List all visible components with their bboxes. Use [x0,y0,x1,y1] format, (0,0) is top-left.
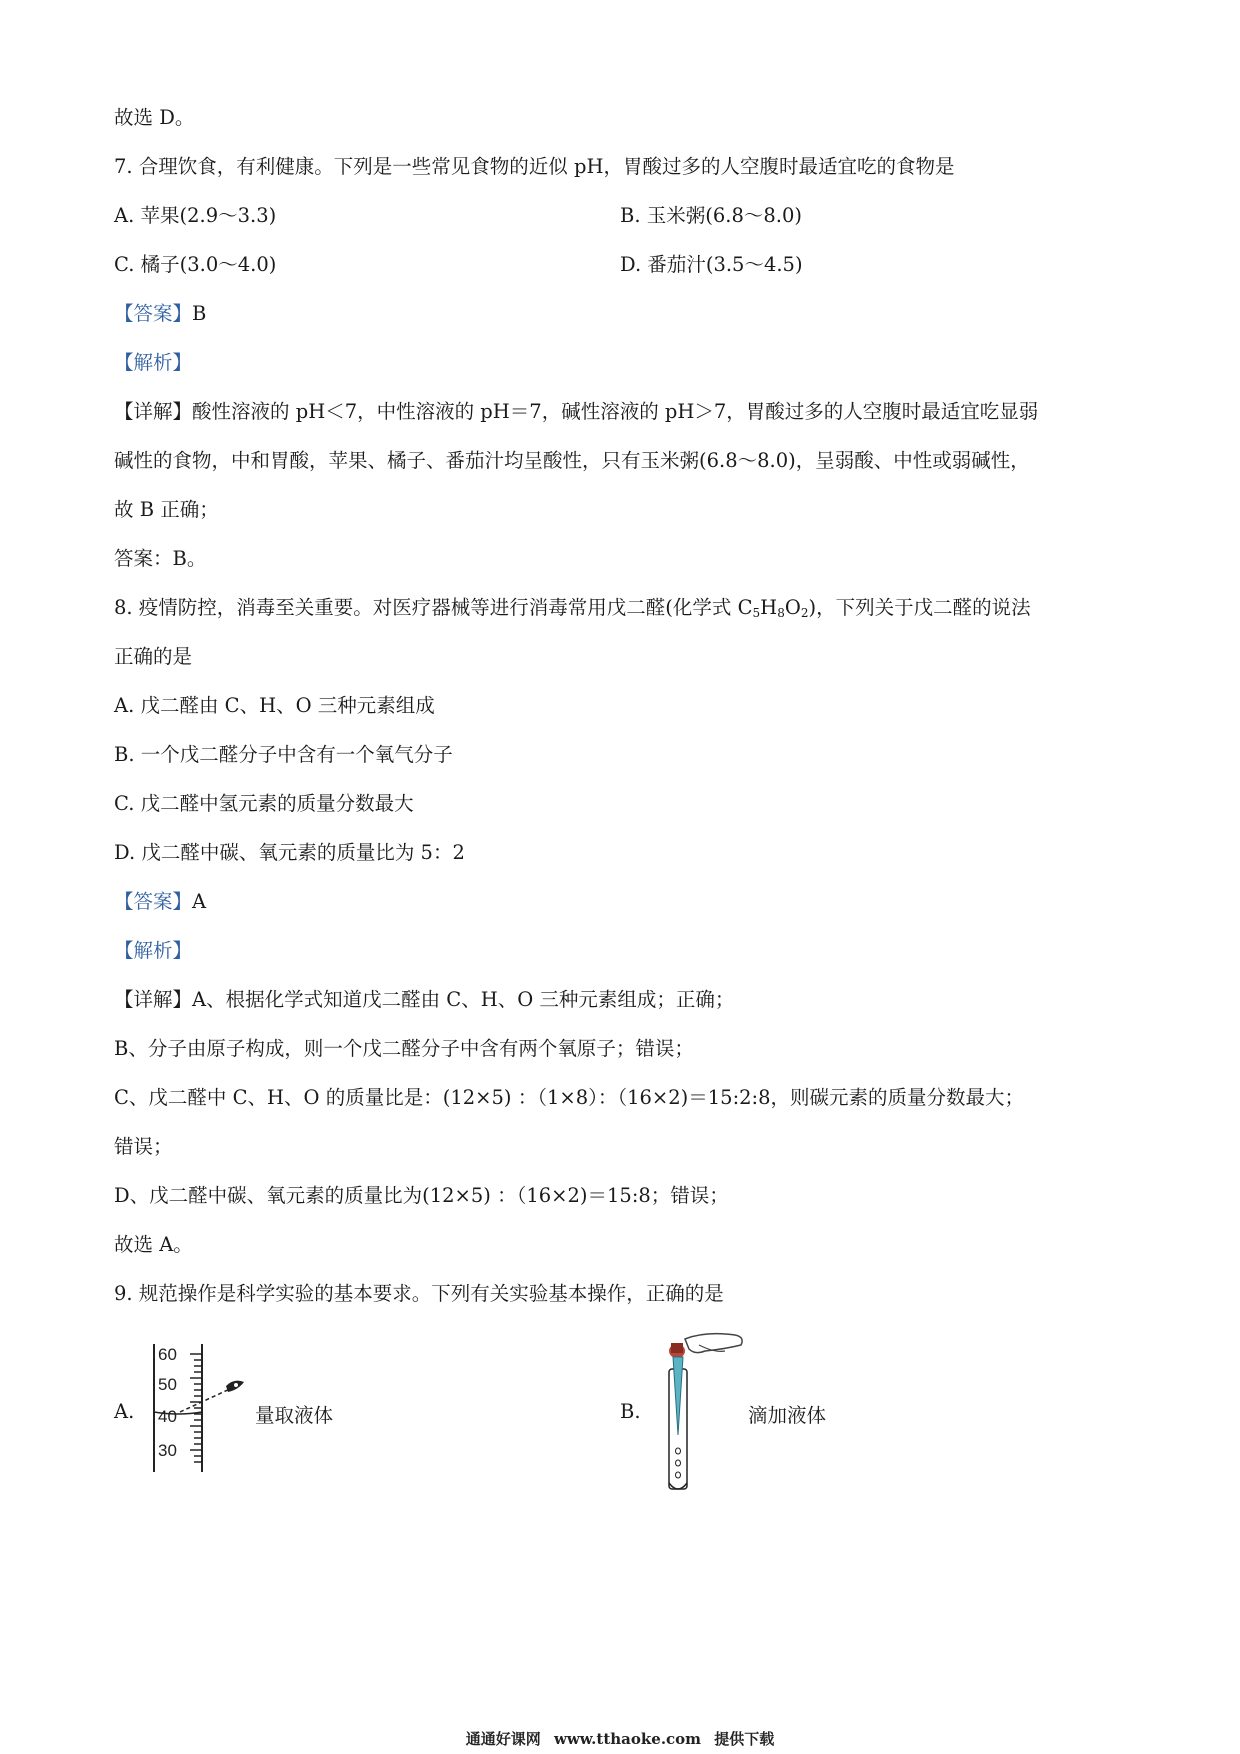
answer-value: B [192,302,207,325]
q7-final-answer: 答案：B。 [114,547,207,570]
q9-stem: 9. 规范操作是科学实验的基本要求。下列有关实验基本操作，正确的是 [114,1282,724,1305]
graduated-cylinder-figure [150,1340,250,1475]
q7-answer [114,300,206,328]
prev-conclusion: 故选 D。 [114,106,195,129]
q9-option-a-caption: 量取液体 [255,1404,334,1427]
q8-option-b: B. 一个戊二醛分子中含有一个氧气分子 [114,743,453,766]
answer-tag: 【答案】 [114,890,193,913]
formula-subscript: 5 [752,606,761,620]
answer-value: A [192,890,207,913]
q8-detail-line-5: D、戊二醛中碳、氧元素的质量比为(12×5) ：（16×2)＝15:8；错误； [114,1184,729,1207]
analysis-tag: 【解析】 [114,351,193,374]
formula-subscript: 8 [777,606,785,620]
q9-option-a-letter: A. [114,1400,135,1423]
formula-subscript: 2 [800,606,809,620]
q7-detail-line-3: 故 B 正确； [114,498,219,521]
q7-detail-line-1 [114,398,1038,426]
q8-stem-line-2: 正确的是 [114,645,193,668]
analysis-tag: 【解析】 [114,939,193,962]
q8-answer [114,888,206,916]
cylinder-tick-40: 40 [158,1407,177,1426]
footer-note: 提供下载 [714,1730,775,1748]
q8-detail-line-1 [114,986,734,1014]
q8-option-c: C. 戊二醛中氢元素的质量分数最大 [114,792,414,815]
q8-detail-line-2: B、分子由原子构成，则一个戊二醛分子中含有两个氧原子；错误； [114,1037,694,1060]
q8-detail-line-3: C、戊二醛中 C、H、O 的质量比是：(12×5) ：（1×8）：（16×2)＝15:2:8，则碳元素的质量分数最大； [114,1086,1025,1109]
cylinder-tick-60: 60 [158,1345,177,1364]
detail-tag: 【详解】 [114,400,193,423]
formula-element: H [760,596,778,619]
q7-option-b: B. 玉米粥(6.8～8.0) [620,204,802,227]
q7-option-a: A. 苹果(2.9～3.3) [114,204,277,227]
q8-detail-line-4: 错误； [114,1135,173,1158]
cylinder-tick-30: 30 [158,1441,177,1460]
q8-option-d: D. 戊二醛中碳、氧元素的质量比为 5：2 [114,841,465,864]
cylinder-tick-50: 50 [158,1375,177,1394]
q7-stem: 7. 合理饮食，有利健康。下列是一些常见食物的近似 pH，胃酸过多的人空腹时最适宜吃的食物是 [114,155,955,178]
footer-site: 通通好课网 [465,1730,541,1748]
footer-url[interactable]: www.tthaoke.com [553,1730,702,1748]
q9-option-b-letter: B. [620,1400,641,1423]
footer [0,1728,1240,1749]
q8-stem-text-end: )，下列关于戊二醛的说法 [808,596,1031,619]
q7-option-d: D. 番茄汁(3.5～4.5) [620,253,803,276]
dropper-test-tube-figure [655,1325,755,1505]
detail-tag: 【详解】 [114,988,193,1011]
detail-text: 酸性溶液的 pH＜7，中性溶液的 pH＝7，碱性溶液的 pH＞7，胃酸过多的人空腹时最适宜吃显弱 [192,400,1039,423]
q8-detail-line-6: 故选 A。 [114,1233,193,1256]
q8-option-a: A. 戊二醛由 C、H、O 三种元素组成 [114,694,435,717]
answer-tag: 【答案】 [114,302,193,325]
q7-analysis-tag [114,349,192,377]
formula-element: O [784,596,801,619]
q8-stem [114,594,1031,627]
q9-option-b-caption: 滴加液体 [748,1404,827,1427]
q7-option-c: C. 橘子(3.0～4.0) [114,253,277,276]
q7-detail-line-2: 碱性的食物，中和胃酸，苹果、橘子、番茄汁均呈酸性，只有玉米粥(6.8～8.0)，呈弱酸、中性或弱碱性， [114,449,1030,472]
detail-text: A、根据化学式知道戊二醛由 C、H、O 三种元素组成；正确； [192,988,735,1011]
q8-stem-text: 8. 疫情防控，消毒至关重要。对医疗器械等进行消毒常用戊二醛(化学式 C [114,596,753,619]
q8-analysis-tag [114,937,192,965]
